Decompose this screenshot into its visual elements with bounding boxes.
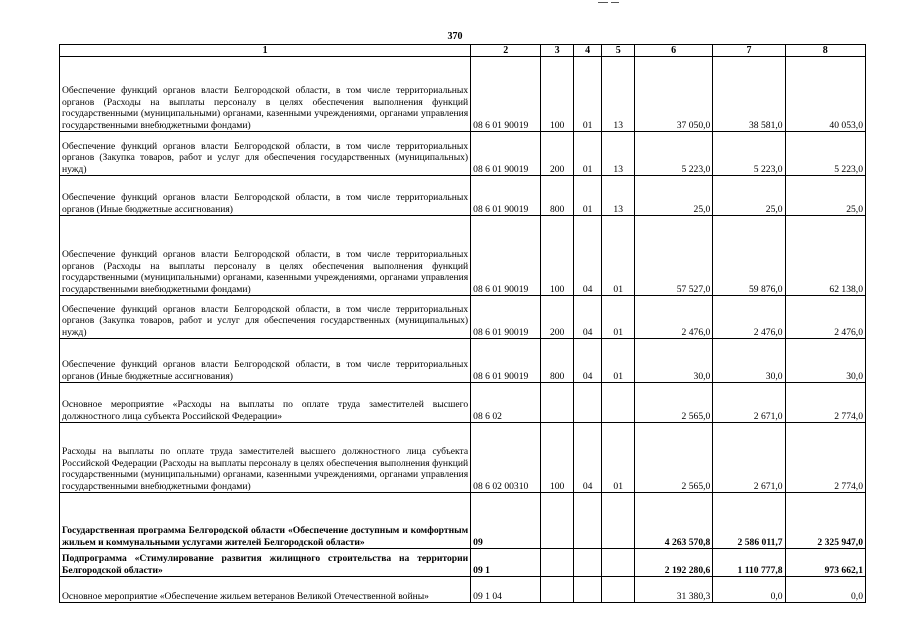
scan-mark [598,2,608,3]
amount-col6-cell: 30,0 [634,339,712,383]
table-row [60,57,866,132]
row-name-cell: Основное мероприятие «Расходы на выплаты по оплате труда заместителей высшего должностного лица субъекта Российской Федерации» [60,383,471,423]
column-number-row [60,45,866,57]
subsection-cell [602,383,635,423]
subsection-cell: 01 [602,296,635,339]
expense-type-cell: 200 [541,296,574,339]
amount-col8-cell: 2 774,0 [785,383,865,423]
table-row [60,132,866,176]
amount-col7-cell: 38 581,0 [713,57,785,132]
amount-col7-cell: 2 476,0 [713,296,785,339]
budget-code-cell: 08 6 01 90019 [471,132,541,176]
subsection-cell: 13 [602,57,635,132]
amount-col6-cell: 2 476,0 [634,296,712,339]
budget-code-cell: 08 6 01 90019 [471,57,541,132]
budget-code-cell: 09 1 04 [471,577,541,603]
table-row [60,339,866,383]
column-header: 6 [634,45,712,57]
column-header: 4 [573,45,601,57]
amount-col6-cell: 2 192 280,6 [634,549,712,577]
row-name-cell: Обеспечение функций органов власти Белгородской области, в том числе территориальных органов (Закупка товаров, работ и услуг для обеспечения государственных (муниципальных) нужд) [60,296,471,339]
section-cell: 01 [573,176,601,216]
section-cell [573,383,601,423]
table-row [60,383,866,423]
row-name-cell: Обеспечение функций органов власти Белгородской области, в том числе территориальных органов (Расходы на выплаты персоналу в целях обеспечения выполнения функций государственными (муниципальными) органами, казенными учреждениями, органами управления государственными внебюджетными фондами) [60,57,471,132]
subsection-cell [602,549,635,577]
amount-col6-cell: 25,0 [634,176,712,216]
budget-code-cell: 08 6 02 [471,383,541,423]
amount-col6-cell: 2 565,0 [634,383,712,423]
scan-mark [611,2,619,3]
amount-col6-cell: 4 263 570,8 [634,493,712,549]
expense-type-cell: 100 [541,57,574,132]
row-name-cell: Государственная программа Белгородской области «Обеспечение доступным и комфортным жильем и коммунальными услугами жителей Белгородской области» [60,493,471,549]
page-number: 370 [447,31,463,42]
section-cell: 01 [573,57,601,132]
subsection-cell [602,493,635,549]
amount-col8-cell: 2 325 947,0 [785,493,865,549]
budget-code-cell: 08 6 01 90019 [471,296,541,339]
subsection-cell: 01 [602,216,635,296]
expense-type-cell: 800 [541,339,574,383]
subsection-cell: 13 [602,176,635,216]
amount-col6-cell: 31 380,3 [634,577,712,603]
amount-col7-cell: 5 223,0 [713,132,785,176]
subsection-cell: 13 [602,132,635,176]
budget-table [59,44,866,603]
amount-col8-cell: 40 053,0 [785,57,865,132]
budget-code-cell: 08 6 02 00310 [471,423,541,493]
row-name-cell: Обеспечение функций органов власти Белгородской области, в том числе территориальных органов (Иные бюджетные ассигнования) [60,339,471,383]
subsection-cell: 01 [602,339,635,383]
table-row [60,216,866,296]
column-header: 7 [713,45,785,57]
subsection-cell [602,577,635,603]
amount-col7-cell: 59 876,0 [713,216,785,296]
section-cell [573,549,601,577]
row-name-cell: Основное мероприятие «Обеспечение жильем ветеранов Великой Отечественной войны» [60,577,471,603]
amount-col8-cell: 0,0 [785,577,865,603]
budget-code-cell: 08 6 01 90019 [471,216,541,296]
section-cell: 04 [573,423,601,493]
amount-col6-cell: 37 050,0 [634,57,712,132]
row-name-cell: Обеспечение функций органов власти Белгородской области, в том числе территориальных органов (Закупка товаров, работ и услуг для обеспечения государственных (муниципальных) нужд) [60,132,471,176]
amount-col7-cell: 0,0 [713,577,785,603]
amount-col6-cell: 2 565,0 [634,423,712,493]
expense-type-cell [541,493,574,549]
amount-col8-cell: 5 223,0 [785,132,865,176]
subsection-cell: 01 [602,423,635,493]
amount-col7-cell: 2 586 011,7 [713,493,785,549]
row-name-cell: Расходы на выплаты по оплате труда заместителей высшего должностного лица субъекта Российской Федерации (Расходы на выплаты персоналу в целях обеспечения выполнения функций государственными (муниципальными) органами, казенными учреждениями, органами управления государственными внебюджетными фондами) [60,423,471,493]
table-row [60,176,866,216]
amount-col8-cell: 30,0 [785,339,865,383]
budget-code-cell: 08 6 01 90019 [471,339,541,383]
amount-col6-cell: 5 223,0 [634,132,712,176]
row-name-cell: Обеспечение функций органов власти Белгородской области, в том числе территориальных органов (Иные бюджетные ассигнования) [60,176,471,216]
column-header: 8 [785,45,865,57]
section-cell [573,493,601,549]
budget-code-cell: 09 1 [471,549,541,577]
column-header: 3 [541,45,574,57]
amount-col8-cell: 62 138,0 [785,216,865,296]
table-row [60,549,866,577]
amount-col8-cell: 2 476,0 [785,296,865,339]
amount-col8-cell: 2 774,0 [785,423,865,493]
expense-type-cell [541,577,574,603]
table-row [60,423,866,493]
expense-type-cell: 100 [541,423,574,493]
column-header: 2 [471,45,541,57]
table-row [60,493,866,549]
table-row [60,577,866,603]
expense-type-cell: 100 [541,216,574,296]
amount-col7-cell: 1 110 777,8 [713,549,785,577]
expense-type-cell: 800 [541,176,574,216]
amount-col7-cell: 2 671,0 [713,423,785,493]
section-cell: 01 [573,132,601,176]
section-cell: 04 [573,296,601,339]
budget-code-cell: 08 6 01 90019 [471,176,541,216]
expense-type-cell [541,549,574,577]
amount-col7-cell: 2 671,0 [713,383,785,423]
amount-col7-cell: 30,0 [713,339,785,383]
amount-col8-cell: 973 662,1 [785,549,865,577]
amount-col8-cell: 25,0 [785,176,865,216]
section-cell: 04 [573,216,601,296]
table-row [60,296,866,339]
column-header: 5 [602,45,635,57]
expense-type-cell: 200 [541,132,574,176]
amount-col6-cell: 57 527,0 [634,216,712,296]
expense-type-cell [541,383,574,423]
budget-code-cell: 09 [471,493,541,549]
column-header: 1 [60,45,471,57]
row-name-cell: Подпрограмма «Стимулирование развития жилищного строительства на территории Белгородской области» [60,549,471,577]
section-cell: 04 [573,339,601,383]
row-name-cell: Обеспечение функций органов власти Белгородской области, в том числе территориальных органов (Расходы на выплаты персоналу в целях обеспечения выполнения функций государственными (муниципальными) органами, казенными учреждениями, органами управления государственными внебюджетными фондами) [60,216,471,296]
section-cell [573,577,601,603]
amount-col7-cell: 25,0 [713,176,785,216]
